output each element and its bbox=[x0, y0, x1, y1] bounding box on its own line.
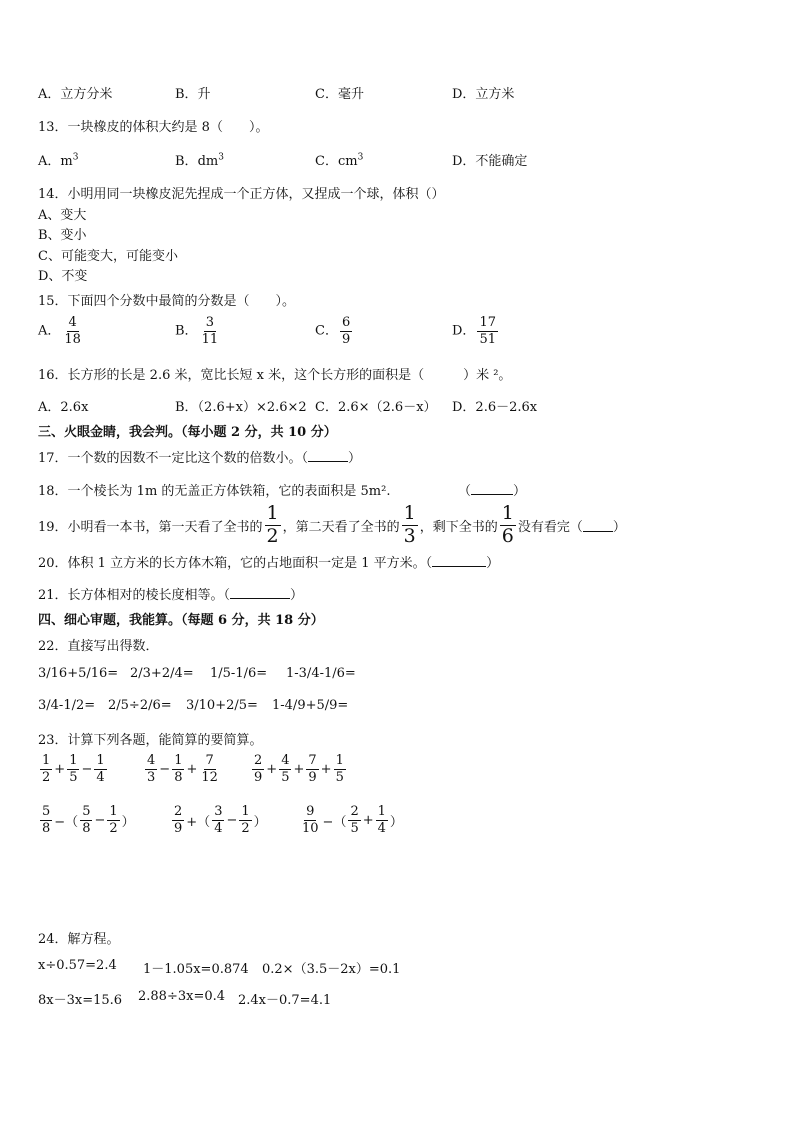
question-15-stem: 15．下面四个分数中最简的分数是（ ）。 bbox=[38, 294, 296, 309]
option-d: D．不能确定 bbox=[452, 154, 528, 169]
answer-blank[interactable] bbox=[583, 519, 613, 532]
question-14-stem: 14．小明用同一块橡皮泥先捏成一个正方体，又捏成一个球，体积（） bbox=[38, 187, 445, 202]
equation-item: 2.4x－0.7=4.1 bbox=[238, 993, 332, 1008]
option-d: D．2.6－2.6x bbox=[452, 400, 538, 415]
option-a: A．立方分米 bbox=[38, 87, 113, 102]
option-a: A．$m^3$ bbox=[38, 152, 79, 169]
answer-blank[interactable] bbox=[308, 449, 348, 462]
option-c: C．毫升 bbox=[315, 87, 364, 102]
equation-item: 1－1.05x=0.874 bbox=[143, 962, 249, 977]
question-17: 17．一个数的因数不一定比这个数的倍数小。（ ） bbox=[38, 451, 362, 466]
option-b: B． $\frac{3}{11}$ bbox=[175, 315, 219, 347]
option-a: A． $\frac{4}{18}$ bbox=[38, 315, 81, 347]
option-c: C、可能变大，可能变小 bbox=[38, 249, 178, 264]
option-d: D．立方米 bbox=[452, 87, 515, 102]
calc-item: 2/5÷2/6= bbox=[108, 698, 172, 713]
question-21: 21．长方体相对的棱长度相等。（ ） bbox=[38, 588, 304, 603]
option-d: D． $\frac{17}{51}$ bbox=[452, 315, 496, 347]
expression-4: $\frac{5}{8}$ −（ $\frac{5}{8}$ − $\frac{1}{2}$ ） bbox=[42, 804, 135, 836]
question-13-stem: 13．一块橡皮的体积大约是 8（ ）。 bbox=[38, 120, 269, 135]
option-c: C．2.6×（2.6－x） bbox=[315, 400, 437, 415]
equation-item: 2.88÷3x=0.4 bbox=[138, 989, 226, 1004]
question-20: 20．体积 1 立方米的长方体木箱，它的占地面积一定是 1 平方米。（ ） bbox=[38, 556, 500, 571]
expression-6: $\frac{9}{10}$ −（ $\frac{2}{5}$ + $\frac{1}{4}$ ） bbox=[302, 804, 403, 836]
expression-2: $\frac{4}{3}$ − $\frac{1}{8}$ + $\frac{7}{12}$ bbox=[147, 753, 218, 785]
section-3-heading: 三、火眼金睛，我会判。（每小题 2 分，共 10 分） bbox=[38, 425, 337, 440]
equation-item: x÷0.57=2.4 bbox=[38, 958, 117, 973]
answer-blank[interactable] bbox=[230, 586, 290, 599]
expression-3: $\frac{2}{9}$ + $\frac{4}{5}$ + $\frac{7}{9}$ + $\frac{1}{5}$ bbox=[254, 753, 344, 785]
option-b: B、变小 bbox=[38, 228, 87, 243]
option-c: C． $\frac{6}{9}$ bbox=[315, 315, 351, 347]
calc-item: 1-4/9+5/9= bbox=[272, 698, 349, 713]
expression-5: $\frac{2}{9}$ +（ $\frac{3}{4}$ − $\frac{1}{2}$ ） bbox=[174, 804, 267, 836]
option-a: A、变大 bbox=[38, 208, 87, 223]
question-19: 19．小明看一本书，第一天看了全书的 $\frac{1}{2}$ ，第二天看了全书的 $\frac{1}{3}$ ，剩下全书的 $\frac{1}{6}$ 没有看完（ ） bbox=[38, 502, 626, 547]
calc-item: 1/5-1/6= bbox=[210, 666, 268, 681]
question-16-stem: 16．长方形的长是 2.6 米，宽比长短 x 米，这个长方形的面积是（ ）米 ²。 bbox=[38, 368, 512, 383]
answer-blank[interactable] bbox=[471, 482, 513, 495]
question-18-answer: （ ） bbox=[458, 484, 527, 499]
option-a: A．2.6x bbox=[38, 400, 89, 415]
option-d: D、不变 bbox=[38, 269, 88, 284]
calc-item: 1-3/4-1/6= bbox=[286, 666, 356, 681]
section-4-heading: 四、细心审题，我能算。（每题 6 分，共 18 分） bbox=[38, 613, 324, 628]
expression-1: $\frac{1}{2}$ + $\frac{1}{5}$ − $\frac{1}{4}$ bbox=[42, 753, 105, 785]
calc-item: 3/4-1/2= bbox=[38, 698, 96, 713]
option-b: B．（2.6+x）×2.6×2 bbox=[175, 400, 307, 415]
calc-item: 3/16+5/16= bbox=[38, 666, 119, 681]
question-22-stem: 22．直接写出得数． bbox=[38, 639, 159, 654]
option-b: B．$dm^3$ bbox=[175, 152, 224, 169]
question-24-stem: 24．解方程。 bbox=[38, 932, 120, 947]
option-c: C．$cm^3$ bbox=[315, 152, 364, 169]
equation-item: 0.2×（3.5－2x）=0.1 bbox=[262, 962, 401, 977]
calc-item: 3/10+2/5= bbox=[186, 698, 258, 713]
answer-blank[interactable] bbox=[432, 554, 486, 567]
question-23-stem: 23．计算下列各题，能简算的要简算。 bbox=[38, 733, 263, 748]
question-18: 18．一个棱长为 1m 的无盖正方体铁箱，它的表面积是 5m². bbox=[38, 484, 391, 499]
equation-item: 8x－3x=15.6 bbox=[38, 993, 123, 1008]
calc-item: 2/3+2/4= bbox=[130, 666, 194, 681]
option-b: B．升 bbox=[175, 87, 211, 102]
